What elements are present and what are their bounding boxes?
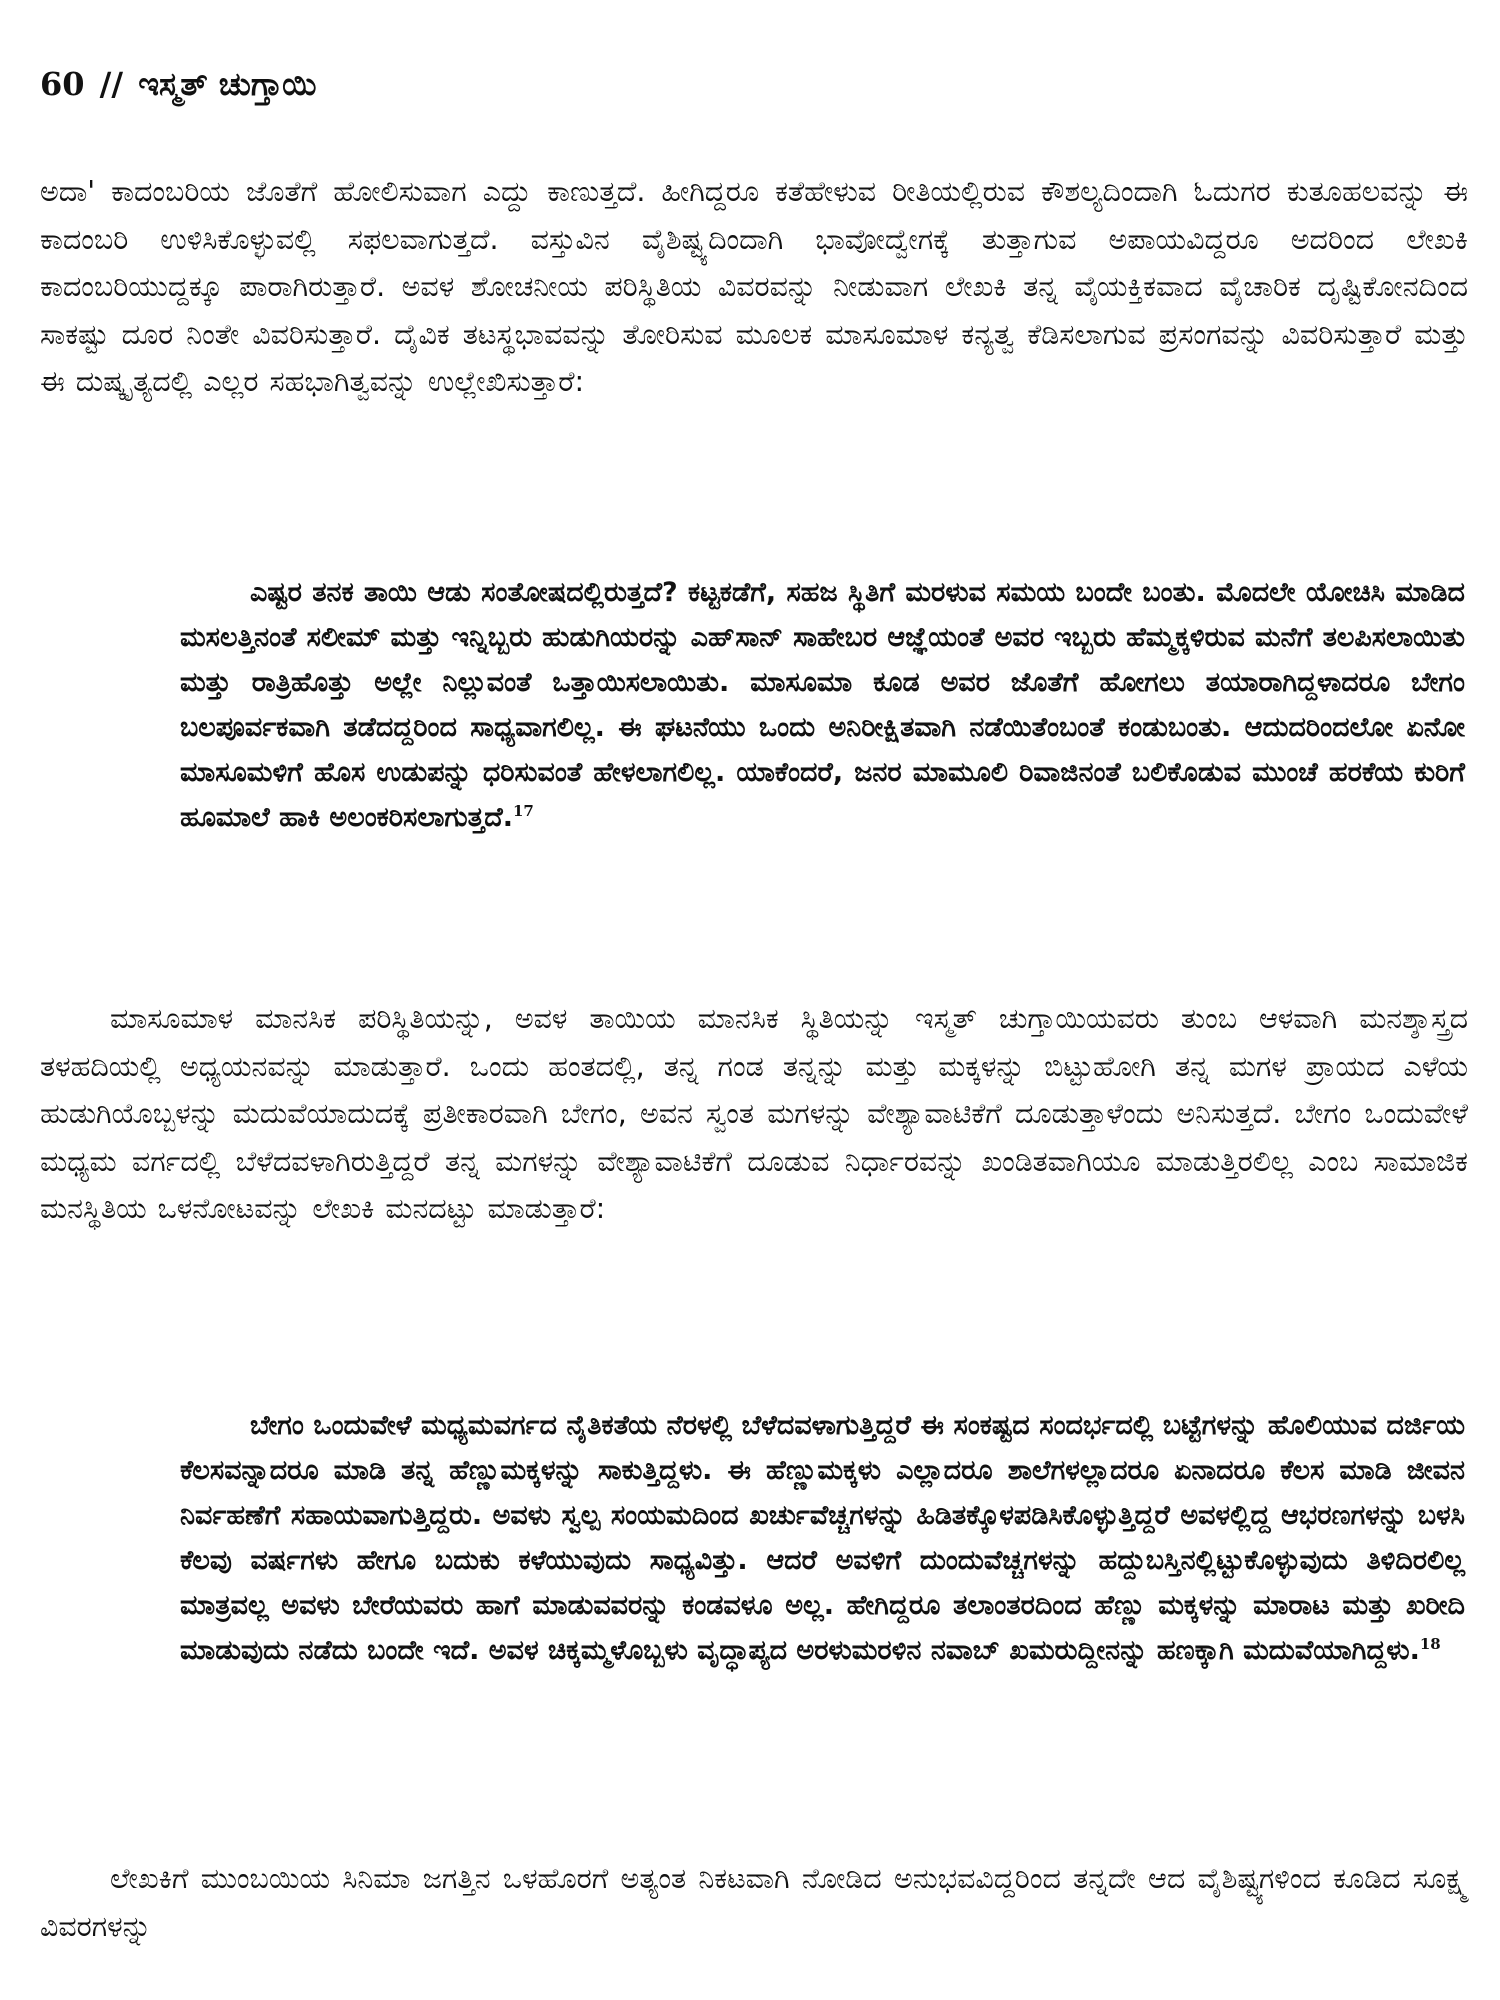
page-number: 60 <box>40 65 85 103</box>
paragraph-3 <box>40 1855 1468 1950</box>
block-quote-1-text <box>180 570 1465 840</box>
author-name: ಇಸ್ಮತ್ ಚುಗ್ತಾಯಿ <box>138 65 317 103</box>
footnote-marker-17: 17 <box>513 802 534 820</box>
block-quote-2 <box>180 1403 1465 1673</box>
footnote-marker-18: 18 <box>1419 1635 1441 1653</box>
paragraph-3-text: ಲೇಖಕಿಗೆ ಮುಂಬಯಿಯ ಸಿನಿಮಾ ಜಗತ್ತಿನ ಒಳಹೊರಗೆ ಅತ್ಯಂತ ನಿಕಟವಾಗಿ ನೋಡಿದ ಅನುಭವವಿದ್ದರಿಂದ ತನ್ನದೇ ಆದ ವೈಶಿಷ್ಟ್ಯಗಳಿಂದ ಕೂಡಿದ ಸೂಕ್ಷ್ಮ ವಿವರಗಳನ್ನು <box>40 1862 1468 1943</box>
block-quote-2-body: ಬೇಗಂ ಒಂದುವೇಳೆ ಮಧ್ಯಮವರ್ಗದ ನೈತಿಕತೆಯ ನೆರಳಲ್ಲಿ ಬೆಳೆದವಳಾಗುತ್ತಿದ್ದರೆ ಈ ಸಂಕಷ್ಟದ ಸಂದರ್ಭದಲ್ಲಿ ಬಟ್ಟೆಗಳನ್ನು ಹೊಲಿಯುವ ದರ್ಜಿಯ ಕೆಲಸವನ್ನಾದರೂ ಮಾಡಿ ತನ್ನ ಹೆಣ್ಣುಮಕ್ಕಳನ್ನು ಸಾಕುತ್ತಿದ್ದಳು. ಈ ಹೆಣ್ಣುಮಕ್ಕಳು ಎಲ್ಲಾದರೂ ಶಾಲೆಗಳಲ್ಲಾದರೂ ಏನಾದರೂ ಕೆಲಸ ಮಾಡಿ ಜೀವನ ನಿರ್ವಹಣೆಗೆ ಸಹಾಯವಾಗುತ್ತಿದ್ದರು. ಅವಳು ಸ್ವಲ್ಪ ಸಂಯಮದಿಂದ ಖರ್ಚುವೆಚ್ಚಗಳನ್ನು ಹಿಡಿತಕ್ಕೊಳಪಡಿಸಿಕೊಳ್ಳುತ್ತಿದ್ದರೆ ಅವಳಲ್ಲಿದ್ದ ಆಭರಣಗಳನ್ನು ಬಳಸಿ ಕೆಲವು ವರ್ಷಗಳು ಹೇಗೂ ಬದುಕು ಕಳೆಯುವುದು ಸಾಧ್ಯವಿತ್ತು. ಆದರೆ ಅವಳಿಗೆ ದುಂದುವೆಚ್ಚಗಳನ್ನು ಹದ್ದುಬಸ್ತಿನಲ್ಲಿಟ್ಟುಕೊಳ್ಳುವುದು ತಿಳಿದಿರಲಿಲ್ಲ ಮಾತ್ರವಲ್ಲ ಅವಳು ಬೇರೆಯವರು ಹಾಗೆ ಮಾಡುವವರನ್ನು ಕಂಡವಳೂ ಅಲ್ಲ. ಹೇಗಿದ್ದರೂ ತಲಾಂತರದಿಂದ ಹೆಣ್ಣು ಮಕ್ಕಳನ್ನು ಮಾರಾಟ ಮತ್ತು ಖರೀದಿ ಮಾಡುವುದು ನಡೆದು ಬಂದೇ ಇದೆ. ಅವಳ ಚಿಕ್ಕಮ್ಮಳೊಬ್ಬಳು ವೃದ್ಧಾಪ್ಯದ ಅರಳುಮರಳಿನ ನವಾಬ್ ಖಮರುದ್ದೀನನ್ನು ಹಣಕ್ಕಾಗಿ ಮದುವೆಯಾಗಿದ್ದಳು. <box>180 1410 1465 1666</box>
block-quote-1 <box>180 570 1465 840</box>
header-separator: // <box>99 65 124 103</box>
block-quote-1-body: ಎಷ್ಟರ ತನಕ ತಾಯಿ ಆಡು ಸಂತೋಷದಲ್ಲಿರುತ್ತದೆ? ಕಟ್ಟಕಡೆಗೆ, ಸಹಜ ಸ್ಥಿತಿಗೆ ಮರಳುವ ಸಮಯ ಬಂದೇ ಬಂತು. ಮೊದಲೇ ಯೋಚಿಸಿ ಮಾಡಿದ ಮಸಲತ್ತಿನಂತೆ ಸಲೀಮ್ ಮತ್ತು ಇನ್ನಿಬ್ಬರು ಹುಡುಗಿಯರನ್ನು ಎಹ್‌ಸಾನ್ ಸಾಹೇಬರ ಆಜ್ಞೆಯಂತೆ ಅವರ ಇಬ್ಬರು ಹೆಮ್ಮಕ್ಕಳಿರುವ ಮನೆಗೆ ತಲಪಿಸಲಾಯಿತು ಮತ್ತು ರಾತ್ರಿಹೊತ್ತು ಅಲ್ಲೇ ನಿಲ್ಲುವಂತೆ ಒತ್ತಾಯಿಸಲಾಯಿತು. ಮಾಸೂಮಾ ಕೂಡ ಅವರ ಜೊತೆಗೆ ಹೋಗಲು ತಯಾರಾಗಿದ್ದಳಾದರೂ ಬೇಗಂ ಬಲಪೂರ್ವಕವಾಗಿ ತಡೆದದ್ದರಿಂದ ಸಾಧ್ಯವಾಗಲಿಲ್ಲ. ಈ ಘಟನೆಯು ಒಂದು ಅನಿರೀಕ್ಷಿತವಾಗಿ ನಡೆಯಿತೆಂಬಂತೆ ಕಂಡುಬಂತು. ಆದುದರಿಂದಲೋ ಏನೋ ಮಾಸೂಮಳಿಗೆ ಹೊಸ ಉಡುಪನ್ನು ಧರಿಸುವಂತೆ ಹೇಳಲಾಗಲಿಲ್ಲ. ಯಾಕೆಂದರೆ, ಜನರ ಮಾಮೂಲಿ ರಿವಾಜಿನಂತೆ ಬಲಿಕೊಡುವ ಮುಂಚೆ ಹರಕೆಯ ಕುರಿಗೆ ಹೂಮಾಲೆ ಹಾಕಿ ಅಲಂಕರಿಸಲಾಗುತ್ತದೆ. <box>180 577 1465 833</box>
running-head <box>40 64 317 104</box>
block-quote-2-text <box>180 1403 1465 1673</box>
paragraph-2-text: ಮಾಸೂಮಾಳ ಮಾನಸಿಕ ಪರಿಸ್ಥಿತಿಯನ್ನು, ಅವಳ ತಾಯಿಯ ಮಾನಸಿಕ ಸ್ಥಿತಿಯನ್ನು ಇಸ್ಮತ್ ಚುಗ್ತಾಯಿಯವರು ತುಂಬ ಆಳವಾಗಿ ಮನಶ್ಶಾಸ್ತ್ರದ ತಳಹದಿಯಲ್ಲಿ ಅಧ್ಯಯನವನ್ನು ಮಾಡುತ್ತಾರೆ. ಒಂದು ಹಂತದಲ್ಲಿ, ತನ್ನ ಗಂಡ ತನ್ನನ್ನು ಮತ್ತು ಮಕ್ಕಳನ್ನು ಬಿಟ್ಟುಹೋಗಿ ತನ್ನ ಮಗಳ ಪ್ರಾಯದ ಎಳೆಯ ಹುಡುಗಿಯೊಬ್ಬಳನ್ನು ಮದುವೆಯಾದುದಕ್ಕೆ ಪ್ರತೀಕಾರವಾಗಿ ಬೇಗಂ, ಅವನ ಸ್ವಂತ ಮಗಳನ್ನು ವೇಶ್ಯಾವಾಟಿಕೆಗೆ ದೂಡುತ್ತಾಳೆಂದು ಅನಿಸುತ್ತದೆ. ಬೇಗಂ ಒಂದುವೇಳೆ ಮಧ್ಯಮ ವರ್ಗದಲ್ಲಿ ಬೆಳೆದವಳಾಗಿರುತ್ತಿದ್ದರೆ ತನ್ನ ಮಗಳನ್ನು ವೇಶ್ಯಾವಾಟಿಕೆಗೆ ದೂಡುವ ನಿರ್ಧಾರವನ್ನು ಖಂಡಿತವಾಗಿಯೂ ಮಾಡುತ್ತಿರಲಿಲ್ಲ ಎಂಬ ಸಾಮಾಜಿಕ ಮನಸ್ಥಿತಿಯ ಒಳನೋಟವನ್ನು ಲೇಖಕಿ ಮನದಟ್ಟು ಮಾಡುತ್ತಾರೆ: <box>40 1002 1468 1225</box>
paragraph-2 <box>40 995 1468 1233</box>
paragraph-1 <box>40 168 1468 406</box>
paragraph-1-text: ಅದಾ' ಕಾದಂಬರಿಯ ಜೊತೆಗೆ ಹೋಲಿಸುವಾಗ ಎದ್ದು ಕಾಣುತ್ತದೆ. ಹೀಗಿದ್ದರೂ ಕತೆಹೇಳುವ ರೀತಿಯಲ್ಲಿರುವ ಕೌಶಲ್ಯದಿಂದಾಗಿ ಓದುಗರ ಕುತೂಹಲವನ್ನು ಈ ಕಾದಂಬರಿ ಉಳಿಸಿಕೊಳ್ಳುವಲ್ಲಿ ಸಫಲವಾಗುತ್ತದೆ. ವಸ್ತುವಿನ ವೈಶಿಷ್ಟ್ಯದಿಂದಾಗಿ ಭಾವೋದ್ವೇಗಕ್ಕೆ ತುತ್ತಾಗುವ ಅಪಾಯವಿದ್ದರೂ ಅದರಿಂದ ಲೇಖಕಿ ಕಾದಂಬರಿಯುದ್ದಕ್ಕೂ ಪಾರಾಗಿರುತ್ತಾರೆ. ಅವಳ ಶೋಚನೀಯ ಪರಿಸ್ಥಿತಿಯ ವಿವರವನ್ನು ನೀಡುವಾಗ ಲೇಖಕಿ ತನ್ನ ವೈಯಕ್ತಿಕವಾದ ವೈಚಾರಿಕ ದೃಷ್ಟಿಕೋನದಿಂದ ಸಾಕಷ್ಟು ದೂರ ನಿಂತೇ ವಿವರಿಸುತ್ತಾರೆ. ದೈವಿಕ ತಟಸ್ಥಭಾವವನ್ನು ತೋರಿಸುವ ಮೂಲಕ ಮಾಸೂಮಾಳ ಕನ್ಯತ್ವ ಕೆಡಿಸಲಾಗುವ ಪ್ರಸಂಗವನ್ನು ವಿವರಿಸುತ್ತಾರೆ ಮತ್ತು ಈ ದುಷ್ಕೃತ್ಯದಲ್ಲಿ ಎಲ್ಲರ ಸಹಭಾಗಿತ್ವವನ್ನು ಉಲ್ಲೇಖಿಸುತ್ತಾರೆ: <box>40 175 1468 398</box>
